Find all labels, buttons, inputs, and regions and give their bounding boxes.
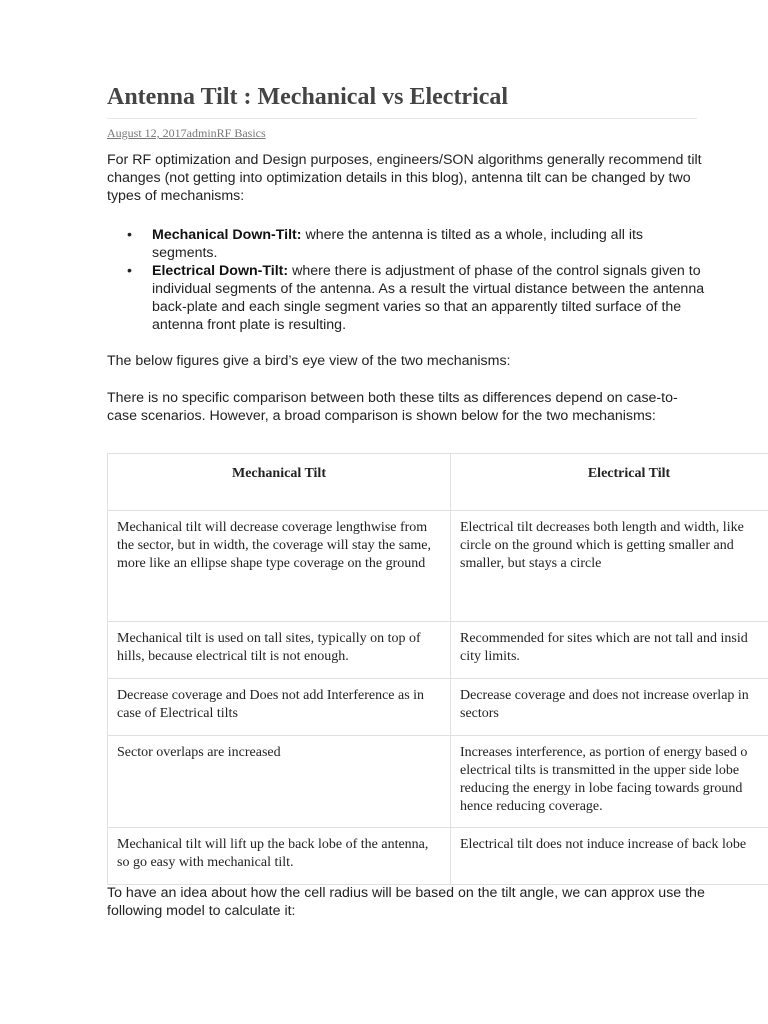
tilt-types-list: [107, 226, 705, 334]
bullet-icon: •: [127, 263, 132, 279]
table-row: [108, 828, 768, 885]
cell-line: smaller, but stays a circle: [460, 556, 602, 571]
cell-line: Electrical tilt decreases both length and width, like: [460, 520, 744, 535]
cell-line: Increases interference, as portion of energy based o: [460, 745, 748, 760]
table-row: [108, 511, 768, 622]
article-title: Antenna Tilt : Mechanical vs Electrical: [107, 84, 509, 110]
outro-paragraph: To have an idea about how the cell radius will be based on the tilt angle, we can approx use the following model to calculate it:: [107, 885, 705, 919]
intro-paragraph: For RF optimization and Design purposes, engineers/SON algorithms generally recommend tilt changes (not getting into optimization details in this blog), antenna tilt can be changed by two types of mechanisms:: [107, 152, 702, 204]
electrical-cell: [451, 736, 768, 828]
list-item-electrical: [107, 262, 705, 334]
comparison-table: [107, 453, 768, 885]
mechanical-cell: Mechanical tilt will decrease coverage lengthwise from the sector, but in width, the coverage will stay the same, more like an ellipse shape type coverage on the ground: [108, 511, 451, 622]
table-header-row: [108, 454, 768, 511]
electrical-cell: [451, 511, 768, 622]
cell-line: city limits.: [460, 649, 520, 664]
column-header-electrical: Electrical Tilt: [451, 454, 768, 511]
title-divider: [107, 118, 697, 119]
cell-line: Electrical tilt does not induce increase of back lobe: [460, 837, 747, 852]
post-meta-link[interactable]: August 12, 2017adminRF Basics: [107, 126, 266, 140]
bullet-text: where the antenna is tilted as a whole, including all its segments.: [152, 227, 644, 261]
cell-line: sectors: [460, 706, 499, 721]
table-row: [108, 736, 768, 828]
electrical-cell: [451, 679, 768, 736]
table-row: [108, 622, 768, 679]
cell-line: reducing the energy in lobe facing towards ground: [460, 781, 743, 796]
electrical-cell: [451, 622, 768, 679]
mechanical-cell: Mechanical tilt is used on tall sites, typically on top of hills, because electrical tilt is not enough.: [108, 622, 451, 679]
figures-paragraph: The below figures give a bird’s eye view of the two mechanisms:: [107, 353, 511, 369]
bullet-term: Mechanical Down-Tilt:: [152, 227, 302, 243]
bullet-text: where there is adjustment of phase of the control signals given to individual segments of the antenna. As a result the virtual distance between the antenna back-plate and each single segment varies so that an apparently tilted surface of the antenna front plate is resulting.: [152, 263, 705, 333]
comparison-paragraph: There is no specific comparison between both these tilts as differences depend on case-to-case scenarios. However, a broad comparison is shown below for the two mechanisms:: [107, 390, 678, 424]
cell-line: Decrease coverage and does not increase overlap in: [460, 688, 749, 703]
mechanical-cell: Mechanical tilt will lift up the back lobe of the antenna, so go easy with mechanical tilt.: [108, 828, 451, 885]
mechanical-cell: Sector overlaps are increased: [108, 736, 451, 828]
bullet-term: Electrical Down-Tilt:: [152, 263, 289, 279]
cell-line: Recommended for sites which are not tall and insid: [460, 631, 748, 646]
bullet-icon: •: [127, 227, 132, 243]
cell-line: circle on the ground which is getting smaller and: [460, 538, 734, 553]
table-row: [108, 679, 768, 736]
list-item-mechanical: [107, 226, 705, 262]
column-header-mechanical: Mechanical Tilt: [108, 454, 451, 511]
cell-line: electrical tilts is transmitted in the upper side lobe: [460, 763, 740, 778]
mechanical-cell: Decrease coverage and Does not add Interference as in case of Electrical tilts: [108, 679, 451, 736]
cell-line: hence reducing coverage.: [460, 799, 603, 814]
electrical-cell: [451, 828, 768, 885]
